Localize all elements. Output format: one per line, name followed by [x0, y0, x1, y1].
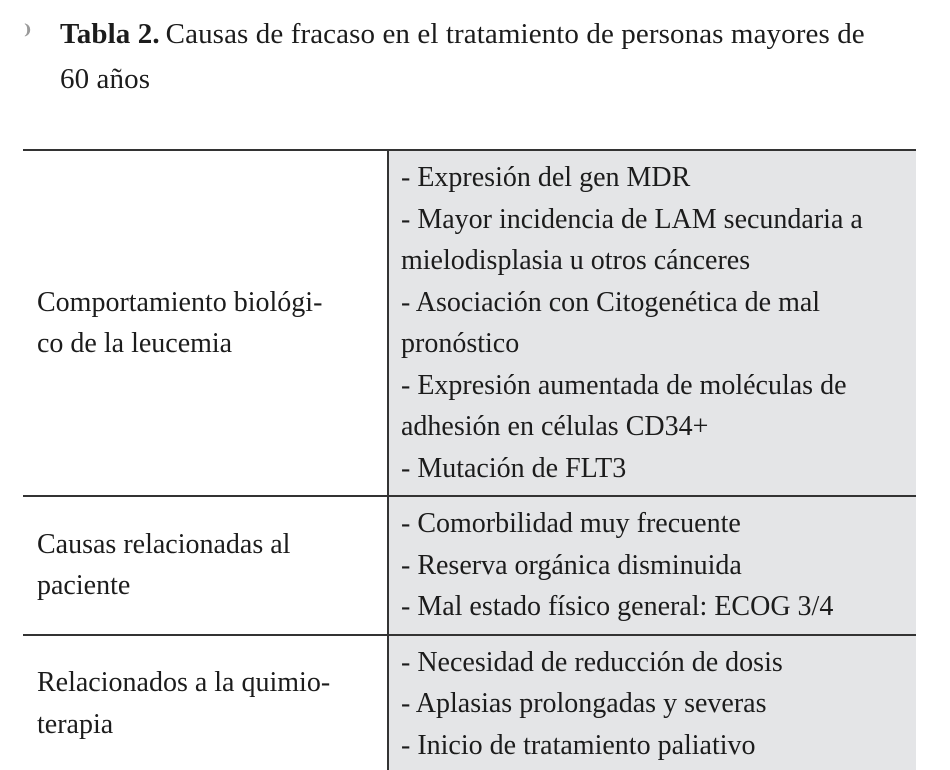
list-item: - Necesidad de reducción de dosis — [401, 646, 783, 678]
list-item: - Reserva orgánica disminuida — [401, 549, 742, 581]
list-item: adhesión en células CD34+ — [401, 411, 709, 442]
table-caption — [24, 12, 904, 101]
category-cell — [23, 150, 388, 496]
table-row — [23, 496, 916, 635]
list-item: mielodisplasia u otros cánceres — [401, 245, 751, 276]
category-line: terapia — [37, 708, 114, 740]
list-item: - Expresión del gen MDR — [401, 162, 691, 193]
category-line: Comportamiento biológi- — [37, 286, 323, 318]
category-line: paciente — [37, 570, 131, 602]
caption-title-line2: 60 años — [60, 63, 151, 95]
caption-title-line1: Causas de fracaso en el tratamiento de personas mayores de — [165, 18, 865, 50]
list-item: - Comorbilidad muy frecuente — [401, 508, 741, 539]
category-line: Causas relacionadas al — [37, 528, 291, 560]
category-cell — [23, 496, 388, 635]
caption-label: Tabla 2. — [60, 18, 160, 50]
items-cell — [388, 150, 916, 496]
list-item: - Inicio de tratamiento paliativo — [401, 729, 756, 761]
items-cell — [388, 496, 916, 635]
list-item: pronóstico — [401, 328, 520, 359]
category-cell — [23, 635, 388, 770]
table-row — [23, 635, 916, 770]
list-item: - Mal estado físico general: ECOG 3/4 — [401, 591, 834, 622]
causes-table — [23, 149, 916, 770]
list-item: - Aplasias prolongadas y severas — [401, 688, 767, 719]
list-item: - Asociación con Citogenética de mal — [401, 286, 821, 318]
caption-marker-icon: ⁾ — [24, 20, 32, 49]
list-item: - Mutación de FLT3 — [401, 452, 627, 484]
table-row — [23, 150, 916, 496]
list-item: - Expresión aumentada de moléculas de — [401, 369, 847, 401]
list-item: - Mayor incidencia de LAM secundaria a — [401, 203, 863, 235]
category-line: Relacionados a la quimio- — [37, 667, 331, 699]
category-line: co de la leucemia — [37, 328, 233, 359]
items-cell — [388, 635, 916, 770]
